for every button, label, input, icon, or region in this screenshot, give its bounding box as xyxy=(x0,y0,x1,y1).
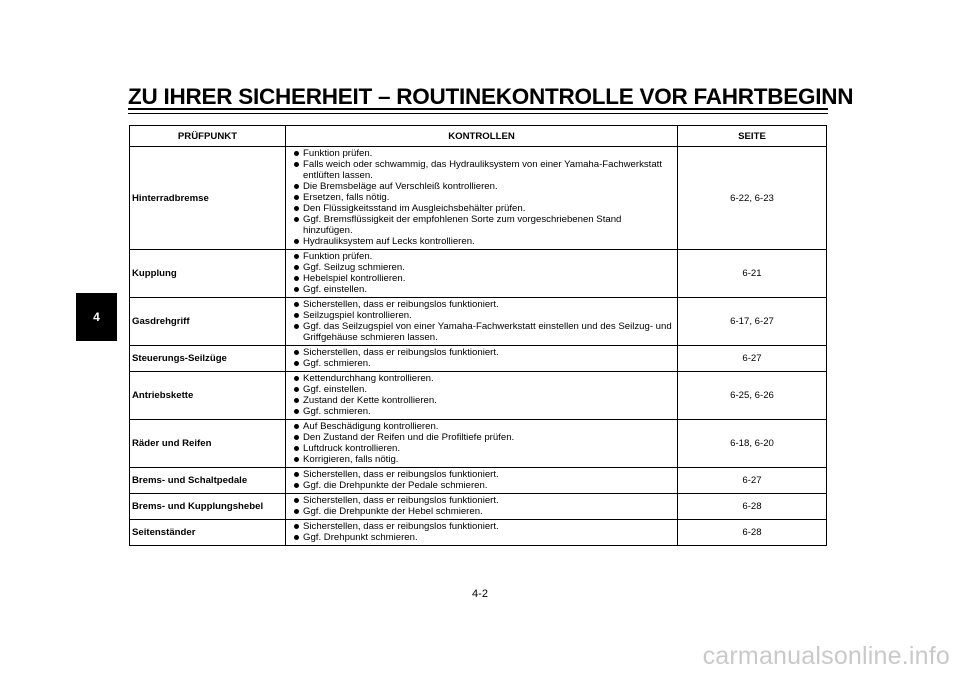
title-underline-thin xyxy=(128,113,828,114)
check-list-item: Funktion prüfen. xyxy=(292,148,673,159)
page-reference: 6-28 xyxy=(678,494,827,520)
check-list xyxy=(292,521,673,543)
table-row xyxy=(130,372,827,420)
check-actions xyxy=(286,372,678,420)
check-list-item: Den Zustand der Reifen und die Profiltiefe prüfen. xyxy=(292,432,673,443)
check-list xyxy=(292,347,673,369)
table-row xyxy=(130,250,827,298)
check-item: Räder und Reifen xyxy=(130,420,286,468)
check-list-item: Funktion prüfen. xyxy=(292,251,673,262)
check-item: Brems- und Kupplungshebel xyxy=(130,494,286,520)
check-actions xyxy=(286,147,678,250)
check-list xyxy=(292,469,673,491)
page-reference: 6-27 xyxy=(678,346,827,372)
check-list-item: Den Flüssigkeitsstand im Ausgleichsbehälter prüfen. xyxy=(292,203,673,214)
check-item: Hinterradbremse xyxy=(130,147,286,250)
check-actions xyxy=(286,420,678,468)
check-list-item: Auf Beschädigung kontrollieren. xyxy=(292,421,673,432)
page-reference: 6-18, 6-20 xyxy=(678,420,827,468)
inspection-table xyxy=(129,125,827,546)
check-list-item: Ggf. schmieren. xyxy=(292,358,673,369)
check-list-item: Ggf. einstellen. xyxy=(292,384,673,395)
check-list-item: Ggf. schmieren. xyxy=(292,406,673,417)
check-list-item: Hebelspiel kontrollieren. xyxy=(292,273,673,284)
watermark: carmanualsonline.info xyxy=(702,642,950,670)
page-reference: 6-22, 6-23 xyxy=(678,147,827,250)
check-item: Brems- und Schaltpedale xyxy=(130,468,286,494)
table-row xyxy=(130,468,827,494)
check-actions xyxy=(286,298,678,346)
check-actions xyxy=(286,250,678,298)
check-list xyxy=(292,251,673,295)
check-item: Gasdrehgriff xyxy=(130,298,286,346)
check-list xyxy=(292,495,673,517)
check-item: Seitenständer xyxy=(130,520,286,546)
check-actions xyxy=(286,468,678,494)
check-list-item: Die Bremsbeläge auf Verschleiß kontrollieren. xyxy=(292,181,673,192)
check-list-item: Ersetzen, falls nötig. xyxy=(292,192,673,203)
header-checks: KONTROLLEN xyxy=(286,126,678,147)
check-list xyxy=(292,421,673,465)
check-list-item: Hydrauliksystem auf Lecks kontrollieren. xyxy=(292,236,673,247)
check-list xyxy=(292,299,673,343)
table-row xyxy=(130,346,827,372)
check-list-item: Ggf. das Seilzugspiel von einer Yamaha-Fachwerkstatt einstellen und des Seilzug- und Griffgehäuse schmieren lassen. xyxy=(292,321,673,343)
check-list-item: Seilzugspiel kontrollieren. xyxy=(292,310,673,321)
page-reference: 6-28 xyxy=(678,520,827,546)
check-list-item: Sicherstellen, dass er reibungslos funktioniert. xyxy=(292,347,673,358)
table-row xyxy=(130,147,827,250)
page-reference: 6-27 xyxy=(678,468,827,494)
table-body xyxy=(130,147,827,546)
check-list-item: Falls weich oder schwammig, das Hydrauliksystem von einer Yamaha-Fachwerkstatt entlüften lassen. xyxy=(292,159,673,181)
header-page: SEITE xyxy=(678,126,827,147)
check-list-item: Sicherstellen, dass er reibungslos funktioniert. xyxy=(292,495,673,506)
check-list-item: Ggf. Bremsflüssigkeit der empfohlenen Sorte zum vorgeschriebenen Stand hinzufügen. xyxy=(292,214,673,236)
check-list-item: Ggf. Drehpunkt schmieren. xyxy=(292,532,673,543)
title-underline-thick xyxy=(128,108,828,110)
table-row xyxy=(130,494,827,520)
page-reference: 6-17, 6-27 xyxy=(678,298,827,346)
table-header-row xyxy=(130,126,827,147)
check-actions xyxy=(286,494,678,520)
check-list-item: Luftdruck kontrollieren. xyxy=(292,443,673,454)
check-item: Antriebskette xyxy=(130,372,286,420)
chapter-tab: 4 xyxy=(76,293,117,341)
check-list-item: Ggf. Seilzug schmieren. xyxy=(292,262,673,273)
check-item: Kupplung xyxy=(130,250,286,298)
check-list-item: Ggf. einstellen. xyxy=(292,284,673,295)
check-list-item: Sicherstellen, dass er reibungslos funktioniert. xyxy=(292,299,673,310)
check-list-item: Sicherstellen, dass er reibungslos funktioniert. xyxy=(292,469,673,480)
table-row xyxy=(130,420,827,468)
check-list-item: Korrigieren, falls nötig. xyxy=(292,454,673,465)
table-row xyxy=(130,520,827,546)
check-list-item: Zustand der Kette kontrollieren. xyxy=(292,395,673,406)
check-list xyxy=(292,148,673,247)
page-title: ZU IHRER SICHERHEIT – ROUTINEKONTROLLE VOR FAHRTBEGINN xyxy=(128,84,854,109)
check-actions xyxy=(286,520,678,546)
page-reference: 6-25, 6-26 xyxy=(678,372,827,420)
check-item: Steuerungs-Seilzüge xyxy=(130,346,286,372)
check-list-item: Sicherstellen, dass er reibungslos funktioniert. xyxy=(292,521,673,532)
check-list-item: Ggf. die Drehpunkte der Pedale schmieren. xyxy=(292,480,673,491)
check-list-item: Kettendurchhang kontrollieren. xyxy=(292,373,673,384)
header-item: PRÜFPUNKT xyxy=(130,126,286,147)
page-number: 4-2 xyxy=(472,588,488,600)
page-reference: 6-21 xyxy=(678,250,827,298)
check-actions xyxy=(286,346,678,372)
check-list xyxy=(292,373,673,417)
table-row xyxy=(130,298,827,346)
check-list-item: Ggf. die Drehpunkte der Hebel schmieren. xyxy=(292,506,673,517)
